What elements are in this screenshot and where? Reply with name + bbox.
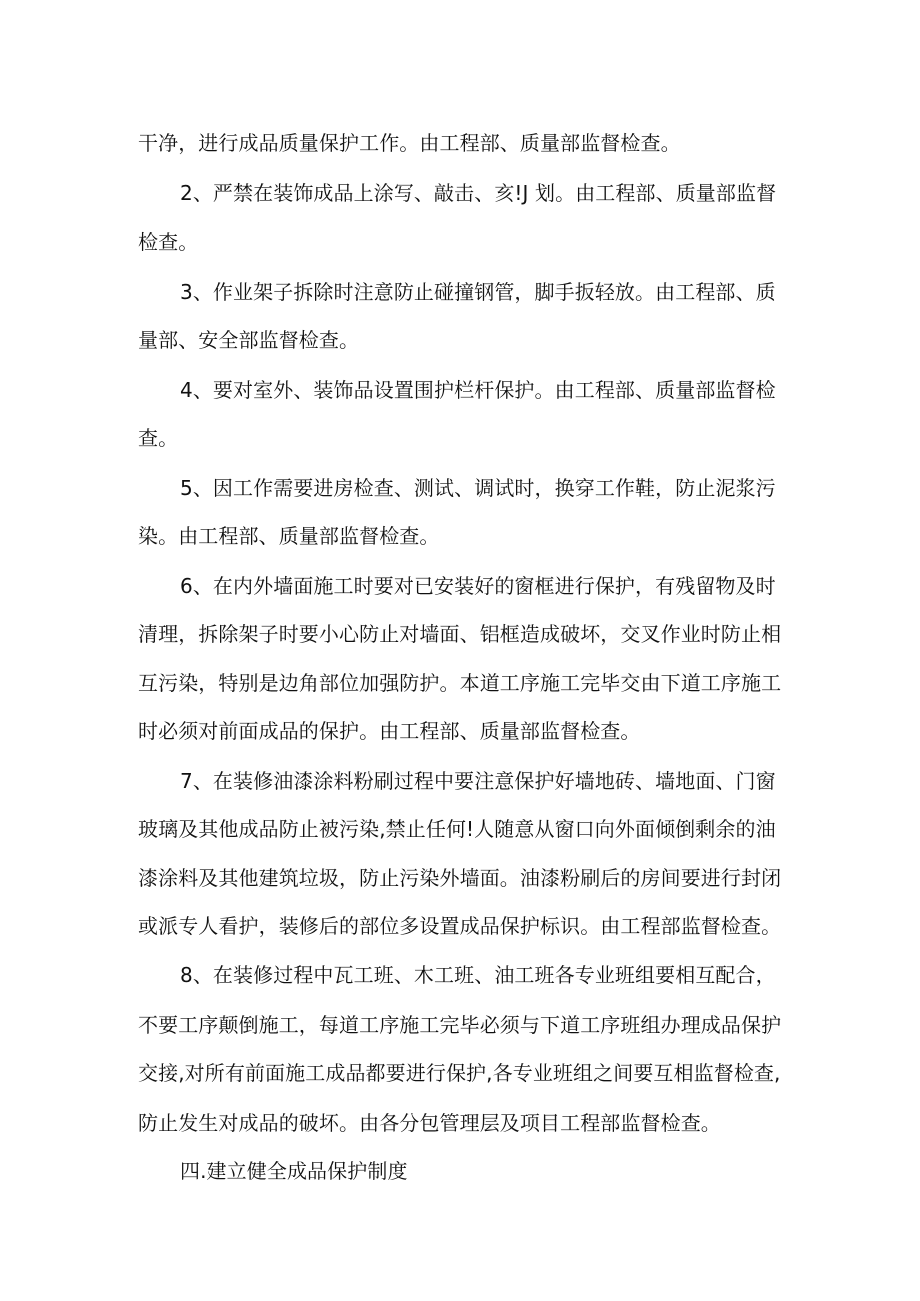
text-line: 漆涂料及其他建筑垃圾，防止污染外墙面。油漆粉刷后的房间要进行封闭: [138, 866, 782, 890]
section-heading: 四.建立健全成品保护制度: [180, 1159, 408, 1183]
text-line: 或派专人看护，装修后的部位多设置成品保护标识。由工程部监督检查。: [138, 914, 782, 938]
text-line: 查。: [138, 426, 179, 450]
text-line: 量部、安全部监督检查。: [138, 328, 360, 352]
text-line: 检查。: [138, 230, 199, 254]
text-line: 3、作业架子拆除时注意防止碰撞钢管，脚手扳轻放。由工程部、质: [180, 280, 776, 304]
text-line: 玻璃及其他成品防止被污染,禁止任何!人随意从窗口向外面倾倒剩余的油: [138, 817, 776, 841]
text-line: 5、因工作需要进房检查、测试、调试时，换穿工作鞋，防止泥浆污: [180, 476, 776, 500]
text-line: 8、在装修过程中瓦工班、木工班、油工班各专业班组要相互配合，: [180, 963, 776, 987]
text-line: 交接,对所有前面施工成品都要进行保护,各专业班组之间要互相监督检查,: [138, 1061, 781, 1085]
text-line: 2、严禁在装饰成品上涂写、敲击、亥!J 划。由工程部、质量部监督: [180, 181, 777, 205]
text-line: 不要工序颠倒施工，每道工序施工完毕必须与下道工序班组办理成品保护: [138, 1013, 782, 1037]
text-line: 清理，拆除架子时要小心防止对墙面、铝框造成破坏，交叉作业时防止相: [138, 622, 782, 646]
text-line: 互污染，特别是边角部位加强防护。本道工序施工完毕交由下道工序施工: [138, 671, 782, 695]
text-line: 7、在装修油漆涂料粉刷过程中要注意保护好墙地砖、墙地面、门窗: [180, 769, 776, 793]
text-line: 染。由工程部、质量部监督检查。: [138, 524, 440, 548]
text-line: 6、在内外墙面施工时要对已安装好的窗框进行保护，有残留物及时: [180, 574, 776, 598]
text-line: 干净，进行成品质量保护工作。由工程部、质量部监督检查。: [138, 131, 681, 155]
text-line: 4、要对室外、装饰品设置围护栏杆保护。由工程部、质量部监督检: [180, 378, 776, 402]
text-line: 防止发生对成品的破坏。由各分包管理层及项目工程部监督检查。: [138, 1111, 721, 1135]
text-line: 时必须对前面成品的保护。由工程部、质量部监督检查。: [138, 719, 641, 743]
